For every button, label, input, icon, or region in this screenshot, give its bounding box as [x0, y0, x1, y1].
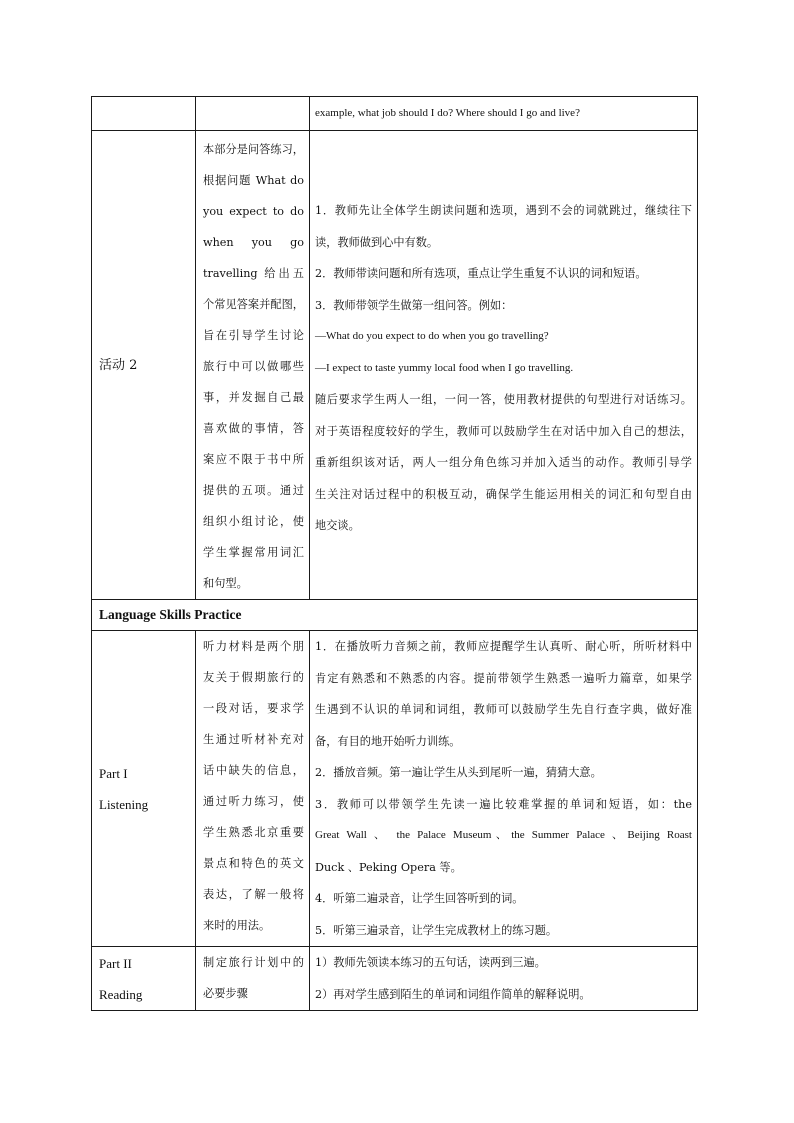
part2-label-line2: Reading: [99, 986, 143, 1002]
desc-line: when you go: [203, 236, 304, 249]
step-line: 肯定有熟悉和不熟悉的内容。提前带领学生熟悉一遍听力篇章，如果学: [315, 671, 692, 685]
desc-line: travelling 给出五: [203, 267, 304, 280]
lesson-plan-table: [91, 96, 698, 1011]
desc-line: 本部分是问答练习，: [203, 143, 304, 156]
desc-line: 组织小组讨论，使: [203, 515, 304, 528]
desc-line: 友关于假期旅行的: [203, 671, 304, 684]
desc-line: you expect to do: [203, 205, 304, 218]
step-line: 3．教师可以带领学生先读一遍比较难掌握的单词和短语，如：the: [315, 797, 692, 811]
step-line: 1．教师先让全体学生朗读问题和选项，遇到不会的词就跳过，继续往下: [315, 204, 692, 217]
desc-line: 事，并发掘自己最: [203, 391, 304, 404]
desc-line: 学生掌握常用词汇: [203, 546, 304, 559]
activity2-row: [92, 131, 698, 600]
step-line: 生遇到不认识的单词和词组，教师可以鼓励学生先自行查字典，做好准: [315, 703, 692, 716]
empty-cell: [92, 97, 196, 131]
step-line: 重新组织该对话，两人一组分角色练习并加入适当的动作。教师引导学: [315, 456, 692, 469]
desc-line: 旨在引导学生讨论: [203, 329, 304, 342]
part2-row: [92, 947, 698, 1011]
step-line: 1．在播放听力音频之前，教师应提醒学生认真听、耐心听，所听材料中: [315, 640, 692, 653]
part1-label: [92, 631, 196, 947]
desc-line: 听力材料是两个朋: [203, 640, 304, 653]
continuation-row: [92, 97, 698, 131]
desc-line: 案应不限于书中所: [203, 453, 304, 466]
empty-cell: [196, 97, 310, 131]
section-title: Language Skills Practice: [92, 600, 698, 631]
step-line: 2）再对学生感到陌生的单词和词组作简单的解释说明。: [315, 987, 591, 1001]
step-line: 对于英语程度较好的学生，教师可以鼓励学生在对话中加入自己的想法，: [315, 424, 692, 438]
step-line: 5．听第三遍录音，让学生完成教材上的练习题。: [315, 923, 558, 937]
step-line: 2．播放音频。第一遍让学生从头到尾听一遍，猜猜大意。: [315, 766, 602, 779]
part2-description: [196, 947, 310, 1011]
step-line: 生关注对话过程中的积极互动，确保学生能运用相关的词汇和句型自由: [315, 487, 692, 501]
step-line: 随后要求学生两人一组，一问一答，使用教材提供的句型进行对话练习。: [315, 393, 692, 406]
part1-description: [196, 631, 310, 947]
part1-row: [92, 631, 698, 947]
part2-label-line1: Part II: [99, 955, 132, 971]
step-line: —I expect to taste yummy local food when I go travelling.: [315, 361, 574, 374]
desc-line: 来时的用法。: [203, 919, 271, 932]
part2-steps: [310, 947, 698, 1011]
part1-steps: [310, 631, 698, 947]
step-line: 4．听第二遍录音，让学生回答听到的词。: [315, 892, 524, 905]
part2-label: [92, 947, 196, 1011]
part1-label-line2: Listening: [99, 796, 149, 812]
activity2-description: [196, 131, 310, 600]
activity2-steps: [310, 131, 698, 600]
desc-line: 旅行中可以做哪些: [203, 360, 304, 373]
step-line: —What do you expect to do when you go travelling?: [315, 330, 549, 342]
desc-line: 一段对话，要求学: [203, 702, 304, 715]
step-line: Duck 、Peking Opera 等。: [315, 860, 462, 874]
step-line: 1）教师先领读本练习的五句话，读两到三遍。: [315, 956, 546, 969]
step-line: 读，教师做到心中有数。: [315, 235, 439, 249]
desc-line: 话中缺失的信息，: [203, 764, 304, 777]
desc-line: 根据问题 What do: [203, 174, 304, 187]
continuation-text: example, what job should I do? Where should I go and live?: [310, 97, 698, 131]
step-line: Great Wall 、 the Palace Museum、the Summer Palace 、Beijing Roast: [315, 829, 692, 841]
desc-line: 和句型。: [203, 577, 248, 590]
desc-line: 景点和特色的英文: [203, 857, 304, 870]
part1-label-line1: Part I: [99, 765, 128, 781]
desc-line: 提供的五项。通过: [203, 484, 304, 497]
desc-line: 制定旅行计划中的: [203, 956, 304, 969]
desc-line: 个常见答案并配图，: [203, 298, 304, 311]
desc-line: 喜欢做的事情，答: [203, 422, 304, 435]
desc-line: 表达，了解一般将: [203, 888, 304, 901]
step-line: 备，有目的地开始听力训练。: [315, 734, 461, 748]
desc-line: 通过听力练习，使: [203, 795, 304, 808]
step-line: 3．教师带领学生做第一组问答。例如：: [315, 298, 513, 312]
activity2-label: 活动 2: [92, 131, 196, 600]
step-line: 地交谈。: [315, 519, 360, 532]
desc-line: 生通过听材补充对: [203, 733, 304, 746]
section-header-row: [92, 600, 698, 631]
desc-line: 必要步骤: [203, 987, 248, 1000]
step-line: 2．教师带读问题和所有选项，重点让学生重复不认识的词和短语。: [315, 267, 647, 280]
desc-line: 学生熟悉北京重要: [203, 826, 304, 839]
